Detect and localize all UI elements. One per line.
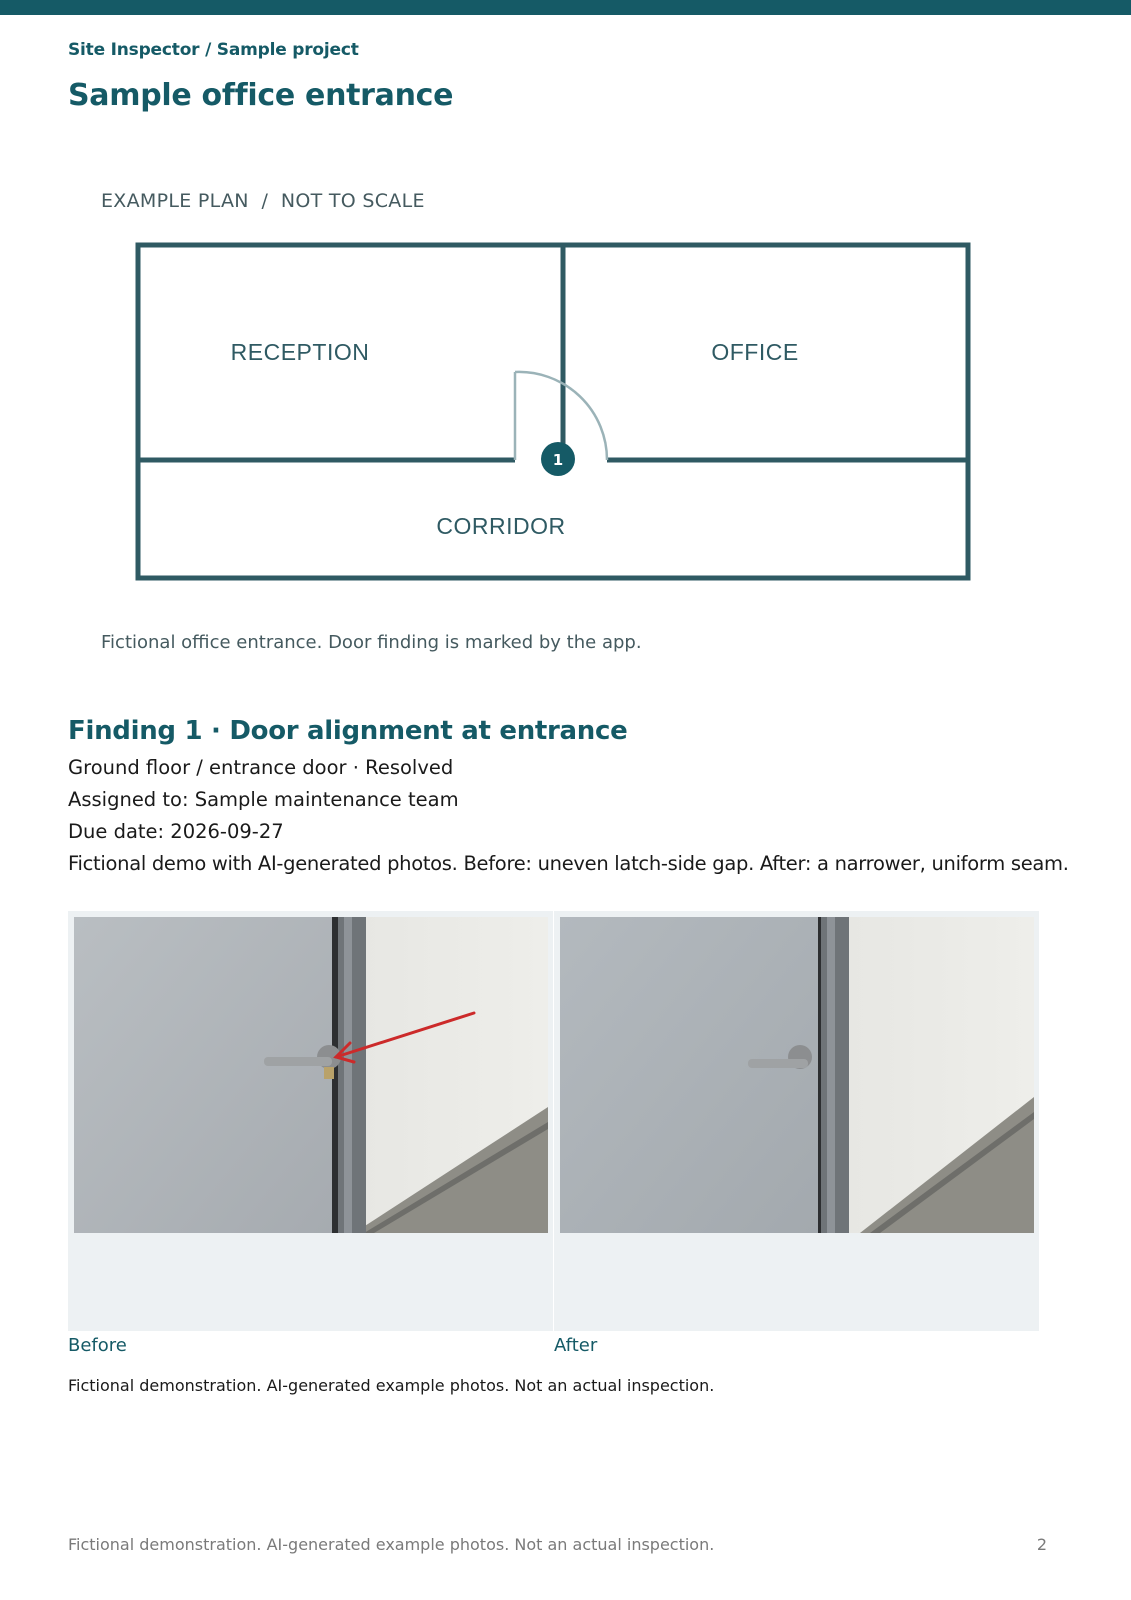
disclaimer: Fictional demonstration. AI-generated example photos. Not an actual inspection. xyxy=(68,1376,715,1395)
before-label: Before xyxy=(68,1335,127,1356)
finding-marker-number: 1 xyxy=(552,451,564,469)
page-number: 2 xyxy=(1036,1535,1047,1554)
floor-plan xyxy=(135,242,971,582)
room-label-reception: RECEPTION xyxy=(230,339,370,365)
after-label: After xyxy=(554,1335,598,1356)
after-photo-panel xyxy=(554,911,1039,1331)
room-label-corridor: CORRIDOR xyxy=(436,513,566,539)
finding-due-date: Due date: 2026-09-27 xyxy=(68,820,284,843)
footer-text: Fictional demonstration. AI-generated example photos. Not an actual inspection. xyxy=(68,1535,715,1554)
before-photo-panel xyxy=(68,911,553,1331)
room-label-office: OFFICE xyxy=(711,339,799,365)
finding-title: Finding 1 · Door alignment at entrance xyxy=(68,716,628,746)
plan-caption: EXAMPLE PLAN / NOT TO SCALE xyxy=(101,190,425,212)
finding-assignee: Assigned to: Sample maintenance team xyxy=(68,788,459,811)
top-accent-bar xyxy=(0,0,1131,15)
before-photo[interactable] xyxy=(74,917,548,1233)
finding-marker-pin[interactable] xyxy=(541,442,575,476)
after-photo[interactable] xyxy=(560,917,1034,1233)
finding-location-status: Ground floor / entrance door · Resolved xyxy=(68,756,454,779)
plan-note: Fictional office entrance. Door finding is marked by the app. xyxy=(101,632,642,653)
page-title: Sample office entrance xyxy=(68,78,454,113)
finding-description: Fictional demo with AI-generated photos. Before: uneven latch-side gap. After: a narrower, uniform seam. xyxy=(68,852,1069,875)
breadcrumb: Site Inspector / Sample project xyxy=(68,40,359,60)
